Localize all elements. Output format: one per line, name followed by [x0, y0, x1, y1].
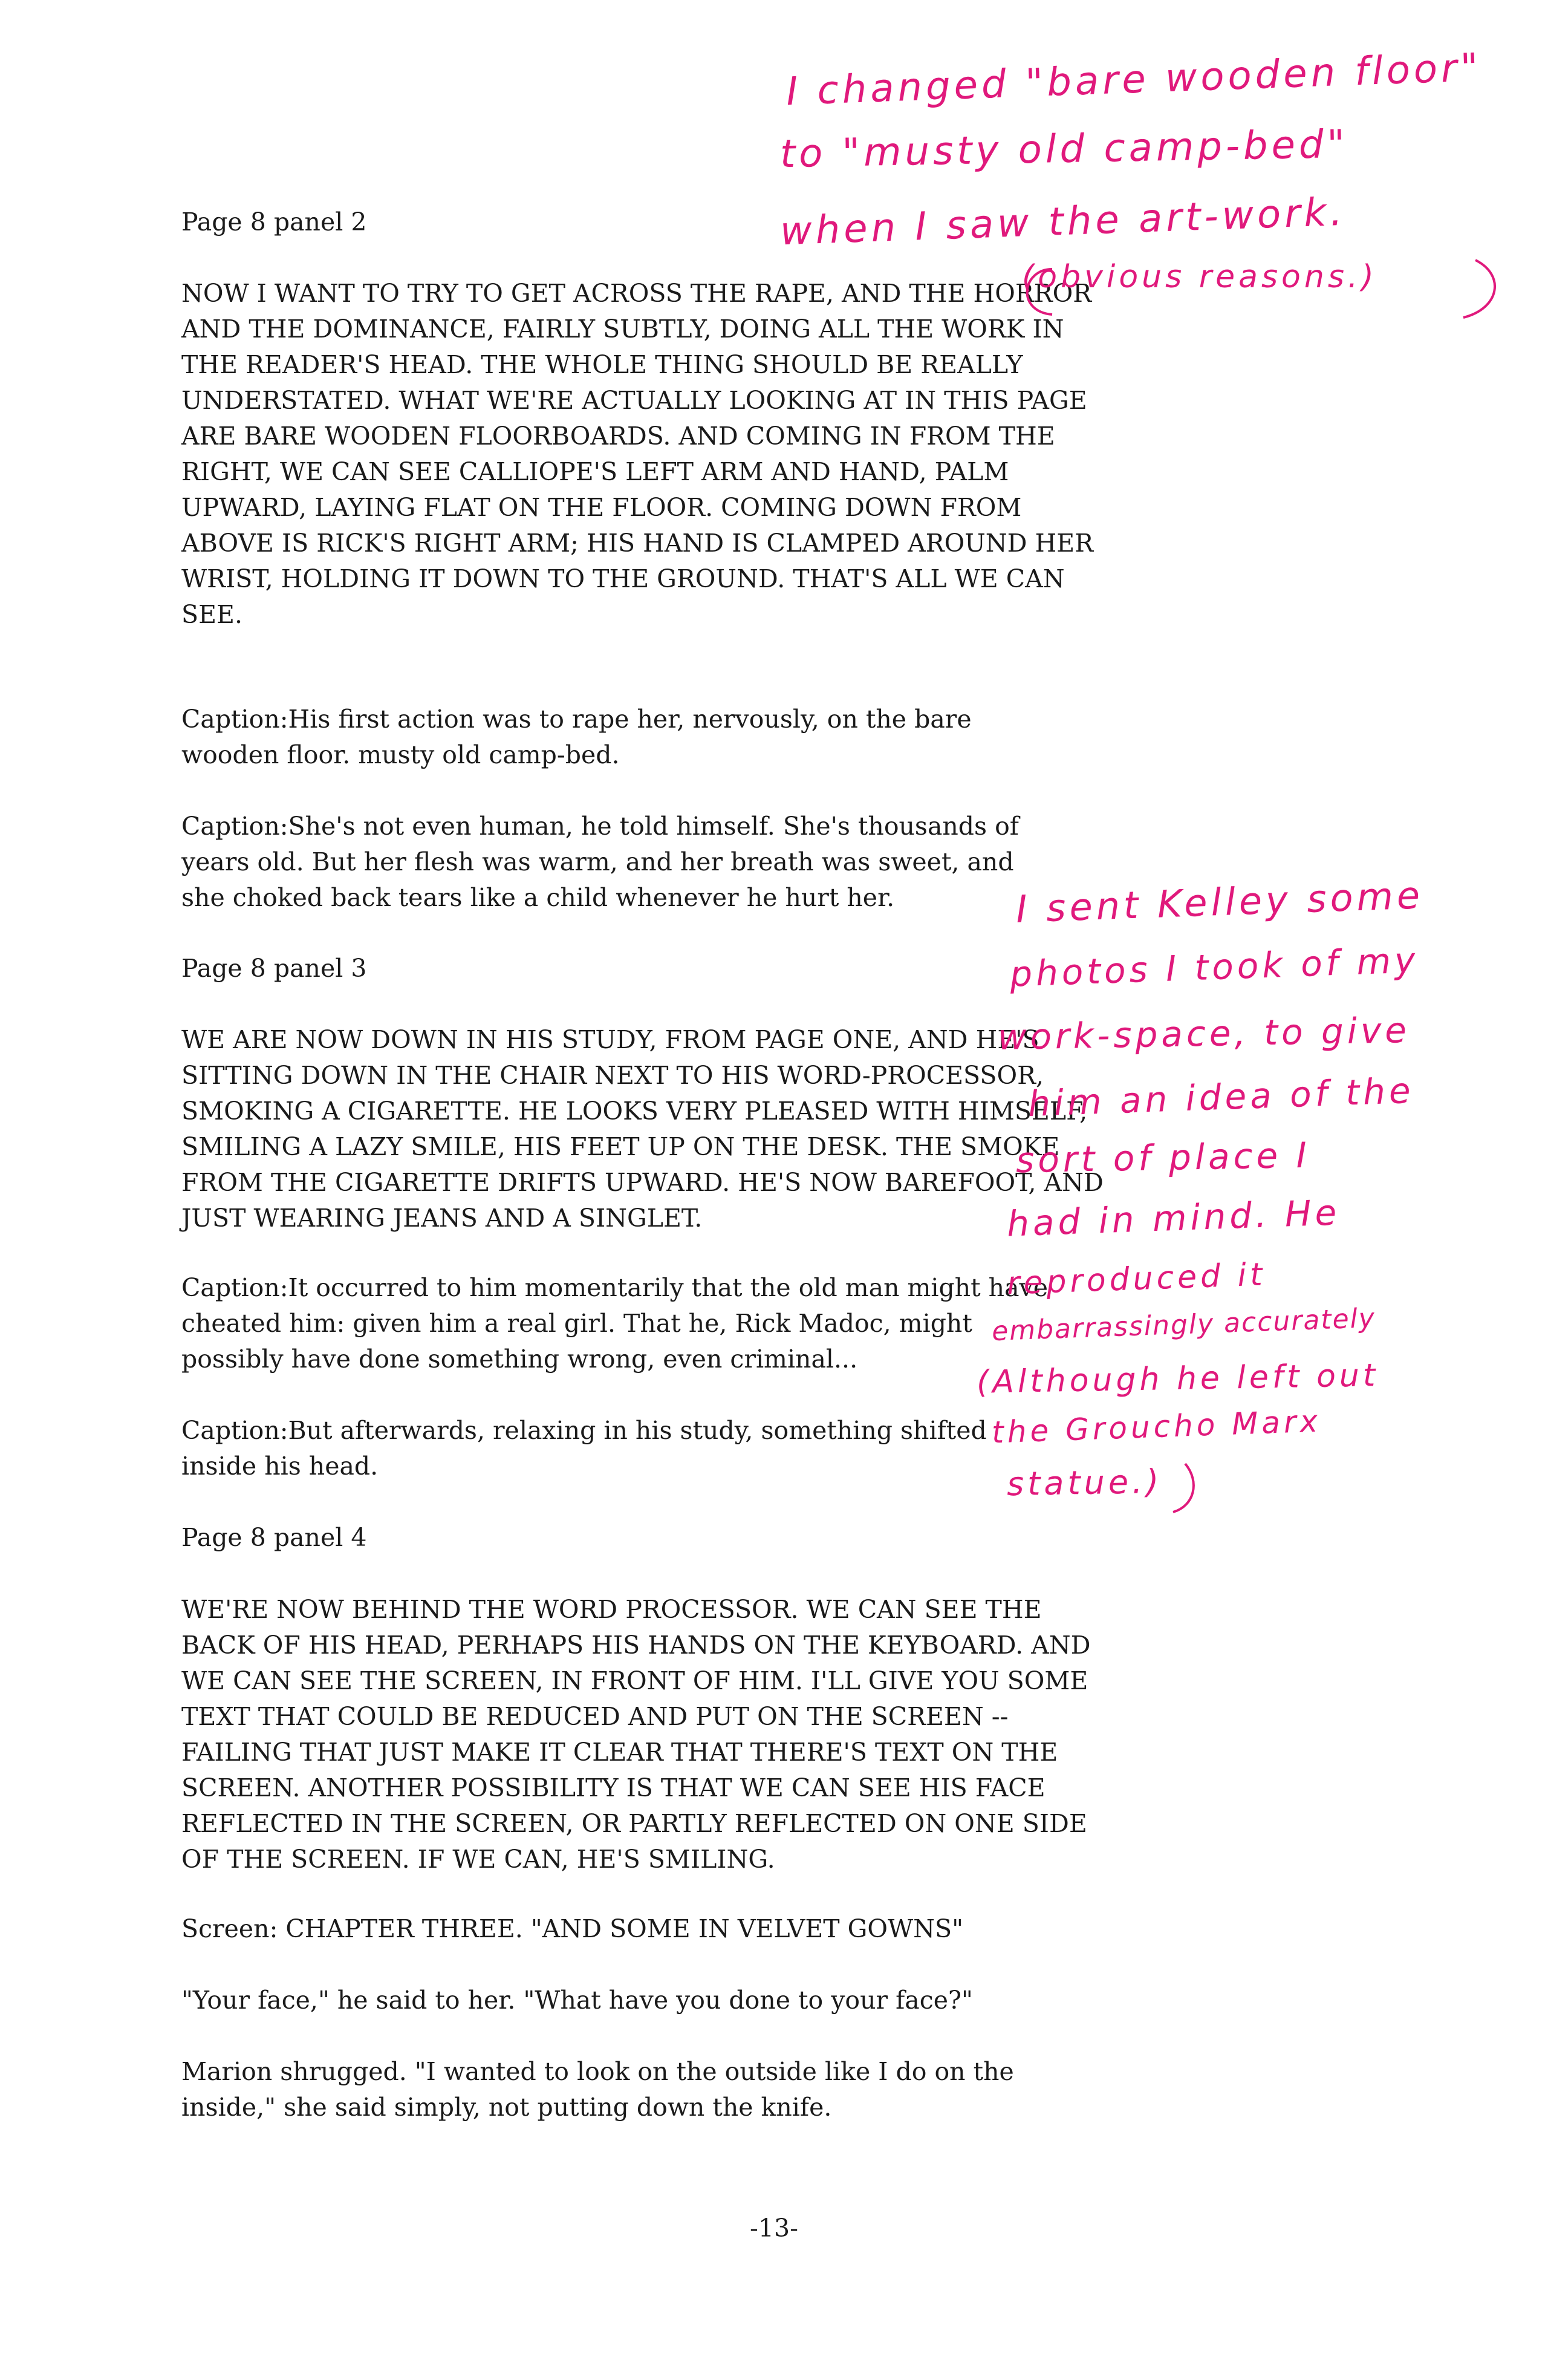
caption-8-3-first: Caption:It occurred to him momentarily that the old man might have cheated him: given him a real girl. That he, Rick Madoc, might possibly have done something wrong, even criminal...	[181, 1273, 1048, 1374]
handwritten-note-line: I changed "bare wooden floor"	[785, 45, 1483, 115]
panel-description-8-2: NOW I WANT TO TRY TO GET ACROSS THE RAPE, AND THE HORROR AND THE DOMINANCE, FAIRLY SUBTLY, DOING ALL THE WORK IN THE READER'S HEAD. THE WHOLE THING SHOULD BE REALLY UNDERSTATED. WHAT WE'RE ACTUALLY LOOKING AT IN THIS PAGE ARE BARE WOODEN FLOORBOARDS. AND COMING IN FROM THE RIGHT, WE CAN SEE CALLIOPE'S LEFT ARM AND HAND, PALM UPWARD, LAYING FLAT ON THE FLOOR. COMING DOWN FROM ABOVE IS RICK'S RIGHT ARM; HIS HAND IS CLAMPED AROUND HER WRIST, HOLDING IT DOWN TO THE GROUND. THAT'S ALL WE CAN SEE.	[181, 279, 1094, 629]
handwritten-note-line: embarrassingly accurately	[991, 1302, 1376, 1348]
handwritten-note-line: to "musty old camp-bed"	[779, 122, 1349, 177]
handwritten-note-line: work-space, to give	[997, 1009, 1411, 1058]
page-number: -13-	[750, 2214, 798, 2243]
panel-description-8-3: WE ARE NOW DOWN IN HIS STUDY, FROM PAGE ONE, AND HE'S SITTING DOWN IN THE CHAIR NEXT TO HIS WORD-PROCESSOR, SMOKING A CIGARETTE. HE LOOKS VERY PLEASED WITH HIMSELF, SMILING A LAZY SMILE, HIS FEET UP ON THE DESK. THE SMOKE FROM THE CIGARETTE DRIFTS UPWARD. HE'S NOW BAREFOOT, AND JUST WEARING JEANS AND A SINGLET.	[181, 1025, 1104, 1233]
dialogue-line-first: "Your face," he said to her. "What have you done to your face?"	[181, 1986, 973, 2015]
handwritten-note-line: him an idea of the	[1027, 1069, 1415, 1125]
caption-8-3-second: Caption:But afterwards, relaxing in his study, something shifted inside his head.	[181, 1416, 987, 1481]
handwritten-note-line: (obvious reasons.)	[1022, 259, 1377, 295]
bracket-stroke	[1027, 269, 1052, 315]
handwritten-note-line: reproduced it	[1006, 1256, 1267, 1302]
handwritten-note-line: (Although he left out	[976, 1357, 1379, 1401]
handwritten-note-line: photos I took of my	[1009, 939, 1420, 995]
handwritten-note-line: the Groucho Marx	[991, 1403, 1322, 1450]
handwritten-note-line: statue.)	[1006, 1462, 1163, 1504]
handwritten-note-line: when I saw the art-work.	[779, 189, 1347, 255]
panel-heading-8-3: Page 8 panel 3	[181, 954, 367, 983]
handwritten-note-line: had in mind. He	[1006, 1192, 1341, 1245]
panel-heading-8-2: Page 8 panel 2	[181, 207, 367, 236]
dialogue-line-second: Marion shrugged. "I wanted to look on the outside like I do on the inside," she said simply, not putting down the knife.	[181, 2057, 1014, 2122]
caption-8-2-second: Caption:She's not even human, he told himself. She's thousands of years old. But her flesh was warm, and her breath was sweet, and she choked back tears like a child whenever he hurt her.	[181, 812, 1019, 912]
panel-heading-8-4: Page 8 panel 4	[181, 1523, 367, 1552]
caption-8-2-first: Caption:His first action was to rape her, nervously, on the bare wooden floor. musty old camp-bed.	[181, 705, 972, 769]
panel-description-8-4: WE'RE NOW BEHIND THE WORD PROCESSOR. WE CAN SEE THE BACK OF HIS HEAD, PERHAPS HIS HANDS ON THE KEYBOARD. AND WE CAN SEE THE SCREEN, IN FRONT OF HIM. I'LL GIVE YOU SOME TEXT THAT COULD BE REDUCED AND PUT ON THE SCREEN -- FAILING THAT JUST MAKE IT CLEAR THAT THERE'S TEXT ON THE SCREEN. ANOTHER POSSIBILITY IS THAT WE CAN SEE HIS FACE REFLECTED IN THE SCREEN, OR PARTLY REFLECTED ON ONE SIDE OF THE SCREEN. IF WE CAN, HE'S SMILING.	[181, 1595, 1091, 1874]
bracket-stroke	[1173, 1464, 1194, 1512]
handwritten-note-line: sort of place I	[1015, 1134, 1311, 1181]
handwritten-note-line: I sent Kelley some	[1015, 873, 1425, 931]
bracket-stroke	[1463, 260, 1495, 318]
screen-text-line: Screen: CHAPTER THREE. "AND SOME IN VELVET GOWNS"	[181, 1914, 963, 1943]
